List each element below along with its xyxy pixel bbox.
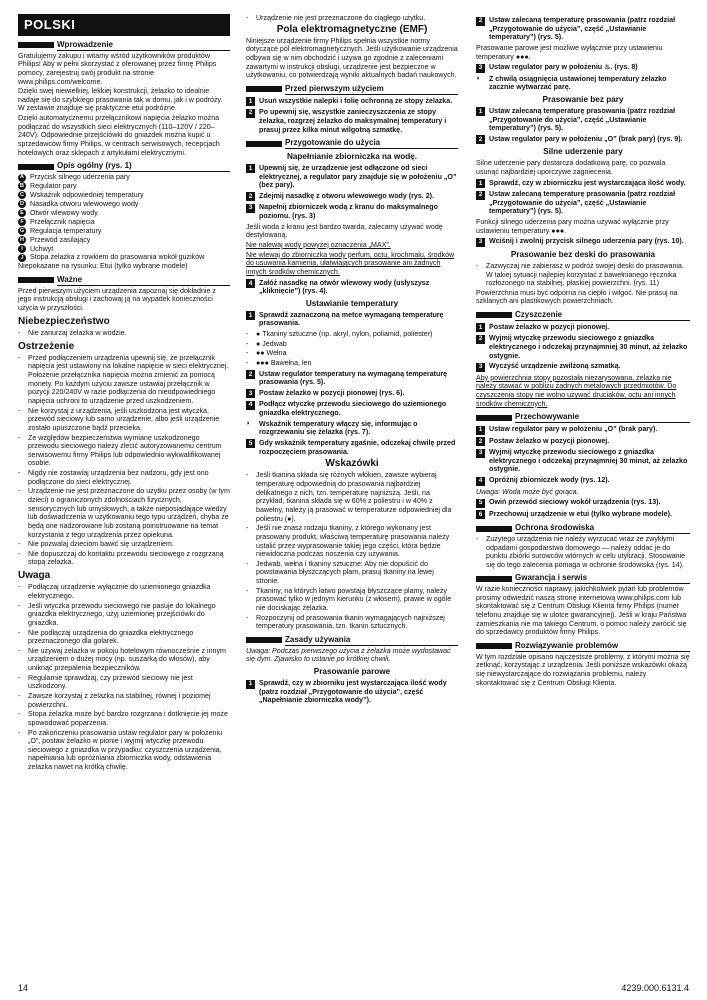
fill-step-4: 4 Załóż nasadkę na otwór wlewowy wody (usłyszysz „kliknięcie”) (rys. 4). bbox=[246, 279, 458, 296]
step-item bbox=[246, 97, 458, 107]
step-text: Wyjmij wtyczkę przewodu sieciowego z gniazdka elektrycznego i odczekaj przynajmniej 30 minut, aż żelazko ostygnie. bbox=[489, 334, 688, 360]
list-item-text: Przed podłączeniem urządzenia upewnij się, że przełącznik napięcia jest ustawiony na lokalne napięcie w sieci elektrycznej. Położenie przełącznika napięcia można zmienić za pomocą monety. Po każdym użyciu zawsze ustawiaj przełącznik w pozycji 220/240V w razie podłączenia do nieodpowiedniego napięcia uchroni to urządzenie przed uszkodzeniem. bbox=[28, 353, 229, 405]
list-item: - ●● Wełna bbox=[246, 349, 287, 358]
step-text: Ustaw regulator pary w położeniu „O” (brak pary). bbox=[489, 425, 658, 434]
list-item-text: Rozpoczynij od prasowania tkanin wymagających najniższej temperatury prasowania, tzn. tkanin sztucznych. bbox=[256, 613, 445, 631]
list-item: - Jeśli nie znasz rodzaju tkaniny, z którego wykonany jest prasowany produkt, właściwą temperaturę prasowania należy ustalić przez wyprasowanie takiej jego części, która będzie niewidoczna podczas noszenia czy używania. bbox=[246, 524, 458, 559]
list-item: - Ze względów bezpieczeństwa wymianę uszkodzonego przewodu sieciowego należy zlecić autoryzowanemu centrum serwisowemu firmy Philips lub odpowiednio wykwalifikowanej osobie. bbox=[18, 434, 230, 469]
list-item-text: Jedwab, wełna i tkaniny sztuczne: Aby nie dopuścić do powstawania błyszczących plam, prasuj tkaniny na lewej stronie. bbox=[256, 559, 434, 586]
step-number: 1 bbox=[246, 97, 255, 106]
list-item-text: ● Jedwab bbox=[256, 339, 287, 348]
temp-step-1: 1 Sprawdź zaznaczoną na metce wymaganą temperaturę prasowania. bbox=[246, 311, 458, 328]
step-item bbox=[246, 203, 458, 220]
steam-step-3: 3 Ustaw regulator pary w położeniu ♨. (rys. 8) bbox=[476, 63, 690, 73]
step-item bbox=[476, 107, 690, 133]
step-text: Zdejmij nasadkę z otworu wlewowego wody (rys. 2). bbox=[259, 191, 435, 200]
step-item bbox=[476, 362, 690, 372]
overview-text: Nasadka otworu wlewowego wody bbox=[30, 199, 139, 208]
column-2 bbox=[246, 14, 458, 976]
list-item-text: ●● Wełna bbox=[256, 349, 287, 358]
list-item: - Przed podłączeniem urządzenia upewnij się, że przełącznik napięcia jest ustawiony na lokalne napięcie w sieci elektrycznej. Położenie przełącznika napięcia można zmienić za pomocą monety. Po każdym użyciu zawsze ustawiaj przełącznik w pozycji 220/240V w razie podłączenia do nieodpowiedniego napięcia uchroni to urządzenie przed uszkodzeniem. bbox=[18, 353, 229, 405]
fill-heading: Napełnianie zbiorniczka na wodę. bbox=[286, 151, 418, 161]
steam-heading: Prasowanie parowe bbox=[313, 667, 391, 676]
step-number: 3 bbox=[476, 363, 485, 372]
emf-heading: Pola elektromagnetyczne (EMF) bbox=[276, 23, 428, 35]
list-item: - Jedwab, wełna i tkaniny sztuczne: Aby nie dopuścić do powstawania błyszczących plam, prasuj tkaniny na lewej stronie. bbox=[246, 560, 458, 586]
doc-code: 4239.000.6131.4 bbox=[621, 983, 689, 993]
step-item bbox=[476, 179, 690, 189]
section-prep: Przygotowanie do użycia bbox=[246, 138, 458, 149]
step-text: Postaw żelazko w pozycji pionowej. bbox=[489, 322, 610, 331]
list-item-text: Nie dopuszczaj do kontaktu przewodu sieciowego z rozgrzaną stopą żelazka. bbox=[28, 549, 224, 567]
guarantee-paragraph: W razie konieczności naprawy, jakichkolwiek pytań lub problemów prosimy odwiedzić naszą stronę internetową www.philips.com lub skontaktować się z Centrum Obsługi Klienta firmy Philips (numer telefonu znajduje się w ulotce gwarancyjnej). Jeśli w kraju Państwa zamieszkania nie ma takiego Centrum, o pomoc należy zwrócić się do sprzedawcy produktów firmy Philips. bbox=[476, 585, 687, 637]
column-3 bbox=[476, 14, 690, 976]
overview-item bbox=[18, 182, 230, 191]
list-item-text: Nie podłączaj urządzenia do gniazdka elektrycznego przeznaczonego dla golarek. bbox=[28, 628, 194, 646]
section-overview: Opis ogólny (rys. 1) bbox=[18, 161, 230, 172]
step-text: Upewnij się, że urządzenie jest odłączone od sieci elektrycznej, a regulator pary znajduje się w położeniu „O” (bez pary). bbox=[259, 163, 457, 190]
step-item bbox=[476, 323, 690, 333]
overview-letter: A bbox=[18, 174, 26, 182]
step-number: 2 bbox=[476, 191, 485, 200]
step-item bbox=[246, 389, 458, 399]
overview-letter: G bbox=[19, 227, 25, 234]
list-item: - Urządzenie nie jest przeznaczone do ciągłego użytku. bbox=[246, 14, 426, 22]
overview-item bbox=[18, 253, 230, 262]
temp-step-5: 5 Gdy wskaźnik temperatury zgaśnie, odczekaj chwilę przed rozpoczęciem prasowania. bbox=[246, 439, 458, 456]
step-text: Owiń przewód sieciowy wokół urządzenia (rys. 13). bbox=[489, 498, 661, 507]
emf-paragraph: Niniejsze urządzenie firmy Philips spełnia wszystkie normy dotyczące pól elektromagnetycznych. Jeśli użytkowanie urządzenia odbywa się w nim obchodzić i używa go zgodnie z zaleceniami zawartymi w instrukcji obsługi, urządzenie jest bezpieczne w użytkowaniu, co potwierdzają wyniki aktualnych badań naukowych. bbox=[246, 36, 458, 80]
step-number: 2 bbox=[246, 370, 255, 379]
step-item bbox=[246, 400, 458, 417]
step-number: 2 bbox=[476, 437, 485, 446]
section-intro: Wprowadzenie bbox=[18, 40, 230, 51]
shot-note: Funkcji silnego uderzenia pary można używać wyłącznie przy ustawieniu temperatury ●●●. bbox=[476, 218, 669, 235]
list-item-text: Ze względów bezpieczeństwa wymianę uszkodzonego przewodu sieciowego należy zlecić autoryzowanemu centrum serwisowemu firmy Philips lub odpowiednio wykwalifikowanej osobie. bbox=[28, 433, 222, 468]
list-item-text: Po zakończeniu prasowania ustaw regulator pary w położeniu „O”, postaw żelazko w pionie i wyjmij wtyczkę przewodu sieciowego z gniazdka w przypadku: czyszczenia urządzenia, napełniania lub opróżniania zbiorniczka wody, odstawienia żelazka nawet na krótką chwilę. bbox=[28, 728, 223, 772]
section-guarantee: Gwarancja i serwis bbox=[476, 573, 690, 584]
step-text: Wyjmij wtyczkę przewodu sieciowego z gniazdka elektrycznego i odczekaj przynajmniej 30 minut, aż żelazko ostygnie. bbox=[489, 448, 688, 474]
list-item-text: Stopa żelazka może być bardzo rozgrzana i dotknięcie jej może spowodować poparzenia. bbox=[28, 710, 228, 727]
overview-letter: D bbox=[18, 200, 26, 208]
list-item-text: Nie zanurzaj żelazka w wodzie. bbox=[28, 328, 127, 337]
overview-item bbox=[18, 227, 230, 236]
list-item-text: Regularnie sprawdzaj, czy przewód sieciowy nie jest uszkodzony. bbox=[28, 673, 193, 691]
overview-text: Regulator pary bbox=[30, 181, 77, 190]
list-item-text: ● Tkaniny sztuczne (np. akryl, nylon, poliamid, poliester) bbox=[256, 330, 433, 339]
fill-note-max: Nie nalewaj wody powyżej oznaczenia „MAX”. bbox=[246, 240, 391, 249]
storage-steps bbox=[476, 425, 690, 485]
section-before-first-use: Przed pierwszym użyciem bbox=[246, 84, 458, 95]
step-text: Wyczyść urządzenie zwilżoną szmatką. bbox=[489, 362, 621, 371]
list-item: - Zużytego urządzenia nie należy wyrzucać wraz ze zwykłymi odpadami gospodarstwa domowego — należy oddać je do punktu zbiórki surowców wtórnych w celu utylizacji. Stosowanie się do tego zalecenia pomaga w ochronie środowiska (rys. 14). bbox=[476, 534, 686, 569]
overview-text: Przycisk silnego uderzenia pary bbox=[30, 173, 130, 182]
overview-item bbox=[18, 218, 230, 227]
list-item-text: Urządzenie nie jest przeznaczone do użytku przez osoby (w tym dzieci) o ograniczonych zdolnościach fizycznych, sensorycznych lub umysłowych, a także nieposiadające wiedzy lub doświadczenia w użytkowaniu tego typu urządzeń, chyba że będą one nadzorowane lub zostaną poinstruowane na temat korzystania z tego urządzenia przez opiekuna. bbox=[28, 487, 230, 539]
overview-letter: J bbox=[18, 254, 26, 262]
before-steps bbox=[246, 97, 458, 134]
warning-heading: Ostrzeżenie bbox=[18, 340, 75, 352]
overview-letter: F bbox=[18, 218, 26, 226]
step-text: Po upewnij się, wszystkie zanieczyszczenia ze stopy żelazka, rozgrzej żelazko do maksymalnej temperatury i prasuj przez kilka minut wilgotną szmatkę. bbox=[259, 108, 447, 134]
list-item: - Regularnie sprawdzaj, czy przewód sieciowy nie jest uszkodzony. bbox=[18, 674, 230, 691]
temp-list bbox=[246, 330, 458, 368]
overview-text: Przewód zasilający bbox=[30, 235, 91, 244]
overview-item bbox=[18, 236, 230, 245]
list-item: - Urządzenie nie jest przeznaczone do użytku przez osoby (w tym dzieci) o ograniczonych zdolnościach fizycznych, sensorycznych lub umysłowych, a także nieposiadające wiedzy lub doświadczenia w użytkowaniu tego typu urządzeń, chyba że będą one nadzorowane lub zostaną poinstruowane na temat korzystania z tego urządzenia przez opiekuna. bbox=[18, 487, 230, 539]
step-number: 2 bbox=[476, 135, 485, 144]
overview-letter: B bbox=[18, 182, 26, 190]
step-number: 1 bbox=[476, 179, 485, 188]
troubleshooting-paragraph: W tym rozdziale opisano najczęstsze problemy, z którymi można się zetknąć, korzystając z urządzenia. Jeśli poniższe wskazówki okażą się niewystarczające do rozwiązania problemu, należy skontaktować się z Centrum Obsługi Klienta. bbox=[476, 652, 690, 687]
overview-text: Uchwyt bbox=[30, 244, 54, 253]
overview-letter: H bbox=[18, 236, 26, 244]
danger-list bbox=[18, 329, 230, 338]
board-note: Powierzchnia musi być odporna na ciepło i wilgoć. Nie prasuj na szklanych ani plastikowych powierzchniach. bbox=[476, 288, 678, 306]
step-item bbox=[246, 370, 458, 387]
list-item: - Nie pozwalaj dzieciom bawić się urządzeniem. bbox=[18, 540, 174, 549]
shot-paragraph: Silne uderzenie pary dostarcza dodatkową parę, co pozwala usunąć najbardziej uporczywe zagniecenia. bbox=[476, 159, 666, 177]
list-item: - Nigdy nie zostawiaj urządzenia bez nadzoru, gdy jest ono podłączone do sieci elektrycznej. bbox=[18, 469, 230, 486]
step-number: 1 bbox=[476, 107, 485, 116]
storage-steps-2 bbox=[476, 498, 690, 519]
section-important: Ważne bbox=[18, 275, 230, 286]
step-number: 1 bbox=[476, 323, 485, 332]
danger-heading: Niebezpieczeństwo bbox=[18, 315, 110, 327]
use-note: Uwaga: Podczas pierwszego użycia z żelazka może wydostawać się dym. Zjawisko to ustanie po krótkiej chwili. bbox=[246, 646, 451, 664]
step-number: 5 bbox=[476, 499, 485, 508]
overview-note: Niepokazane na rysunku: Etui (tylko wybrane modele) bbox=[18, 262, 188, 271]
intro-paragraph: Gratulujemy zakupu i witamy wśród użytkowników produktów Philips! Aby w pełni skorzystać z oferowanej przez firmę Philips pomocy, zarejestruj swój produkt na stronie www.philips.com/welcome. bbox=[18, 51, 217, 86]
list-item: - Podłączaj urządzenie wyłącznie do uziemionego gniazdka elektrycznego. bbox=[18, 583, 230, 600]
shot-steps bbox=[476, 179, 690, 216]
step-text: Sprawdź, czy w zbiorniczku jest wystarczająca ilość wody. bbox=[489, 178, 686, 187]
overview-text: Regulacja temperatury bbox=[30, 226, 102, 235]
step-number: 2 bbox=[246, 109, 255, 118]
list-item-text: Jeśli wtyczka przewodu sieciowego nie pasuje do lokalnego gniazdka elektrycznego, użyj uziemionej przejściówki do gniazdka. bbox=[28, 601, 216, 627]
step-item bbox=[246, 164, 458, 190]
list-item: - Jeśli tkanina składa się różnych włókien, zawsze wybieraj temperaturę odpowiednią do prasowania najbardziej delikatnego z nich, tzn. temperaturę najniższą. Jeśli, na przykład, tkanina składa się w 60% z poliestru i w 40% z bawełny, należy ją prasować w temperaturze odpowiedniej dla poliestru (●). bbox=[246, 471, 458, 523]
step-item bbox=[476, 425, 690, 435]
step-number: 2 bbox=[246, 192, 255, 201]
section-storage: Przechowywanie bbox=[476, 412, 690, 423]
list-item-text: Podłączaj urządzenie wyłącznie do uziemionego gniazdka elektrycznego. bbox=[28, 583, 211, 600]
column-1 bbox=[18, 14, 230, 976]
list-item-text: Nie używaj żelazka w pokoju hotelowym równocześnie z innym urządzeniem o dużej mocy (np. suszarką do włosów), aby uniknąć przepalenia bezpieczników. bbox=[28, 646, 226, 673]
list-item-text: Jeśli tkanina składa się różnych włókien, zawsze wybieraj temperaturę odpowiednią do prasowania najbardziej delikatnego z nich, tzn. temperaturę najniższą. Jeśli, na przykład, tkanina składa się w 60% z poliestru i w 40% z bawełny, należy ją prasować w temperaturze odpowiedniej dla poliestru (●). bbox=[256, 471, 452, 523]
list-item-text: Nie korzystaj z urządzenia, jeśli uszkodzona jest wtyczka, przewód sieciowy lub samo urządzenie, albo jeśli urządzenie zostało upuszczone bądź przecieka. bbox=[28, 406, 220, 432]
fill-steps bbox=[246, 164, 458, 221]
list-item-text: Nigdy nie zostawiaj urządzenia bez nadzoru, gdy jest ono podłączone do sieci elektrycznej. bbox=[28, 469, 209, 486]
temp-heading: Ustawianie temperatury bbox=[305, 298, 399, 308]
step-text: Ustaw regulator pary w położeniu „O” (brak pary) (rys. 9). bbox=[489, 134, 683, 143]
step-text: Ustaw regulator temperatury na wymaganą temperaturę prasowania (rys. 5). bbox=[259, 369, 448, 387]
overview-item bbox=[18, 191, 230, 200]
step-item bbox=[476, 448, 690, 474]
overview-list bbox=[18, 173, 230, 262]
list-item: - Stopa żelazka może być bardzo rozgrzana i dotknięcie jej może spowodować poparzenia. bbox=[18, 710, 230, 727]
list-item: - Nie używaj żelazka w pokoju hotelowym równocześnie z innym urządzeniem o dużej mocy (np. suszarką do włosów), aby uniknąć przepalenia bezpieczników. bbox=[18, 647, 230, 673]
list-item: - Zazwyczaj nie zabierasz w podróż swojej deski do prasowania. W takiej sytuacji najlepiej korzystać z bawełnianego ręcznika rozłożonego na stabilnej, płaskiej powierzchni. (rys. 11) bbox=[476, 261, 684, 288]
list-item: - Zawsze korzystaj z żelazka na stabilnej, równej i poziomej powierzchni. bbox=[18, 692, 230, 709]
tips-list bbox=[246, 471, 458, 631]
overview-item bbox=[18, 209, 230, 218]
overview-text: Przełącznik napięcia bbox=[30, 217, 95, 226]
step-item bbox=[476, 190, 690, 216]
step-text: Ustaw zalecaną temperaturę prasowania (patrz rozdział „Przygotowanie do użycia”, część „Ustawianie temperatury”) (rys. 5). bbox=[489, 190, 676, 216]
step-number: 3 bbox=[246, 204, 255, 213]
step-text: Podłącz wtyczkę przewodu sieciowego do uziemionego gniazdka elektrycznego. bbox=[259, 400, 447, 418]
step-item bbox=[476, 437, 690, 447]
steam-step-1: 1 Sprawdź, czy w zbiorniku jest wystarczająca ilość wody (patrz rozdział „Przygotowanie do użycia”, część „Napełnianie zbiorniczka wody”). bbox=[246, 679, 458, 705]
step-number: 1 bbox=[476, 426, 485, 435]
clean-warning: Aby powierzchnia stopy pozostała niezarysowana, żelazka nie należy stawiać w pobliżu żadnych metalowych przedmiotów. Do czyszczenia stopy nie wolno używać druciaków, octu ani innych środków chemicznych. bbox=[476, 373, 677, 408]
section-troubleshooting: Rozwiązywanie problemów bbox=[476, 641, 690, 652]
list-item: - Nie korzystaj z urządzenia, jeśli uszkodzona jest wtyczka, przewód sieciowy lub samo urządzenie, albo jeśli urządzenie zostało upuszczone bądź przecieka. bbox=[18, 407, 230, 433]
list-item: - Nie zanurzaj żelazka w wodzie. bbox=[18, 328, 127, 337]
step-item bbox=[476, 498, 690, 508]
fill-note: Jeśli woda z kranu jest bardzo twarda, zalecamy używać wodę destylowaną. bbox=[246, 222, 443, 240]
step-number: 2 bbox=[476, 335, 485, 344]
intro-paragraph: Dzięki automatycznemu przełącznikowi napięcia żelazko można podłączać do wszystkich sieci elektrycznych (110–120V / 220–240V). Odpowiednie przejściówki do gniazdek można kupić u sprzedawców firmy Philips, w centrach serwisowych, recepcjach hotelowych oraz sklepach z artykułami elektrycznymi. bbox=[18, 114, 220, 157]
clean-steps bbox=[476, 323, 690, 372]
steam-note: Prasowanie parowe jest możliwe wyłącznie przy ustawieniu temperatury ●●●. bbox=[476, 43, 663, 61]
step-text: Przechowuj urządzenie w etui (tylko wybrane modele). bbox=[489, 509, 672, 518]
list-item-text: Zawsze korzystaj z żelazka na stabilnej, równej i poziomej powierzchni. bbox=[28, 692, 211, 709]
step-number: 6 bbox=[476, 510, 485, 519]
list-item: - Nie dopuszczaj do kontaktu przewodu sieciowego z rozgrzaną stopą żelazka. bbox=[18, 550, 230, 567]
steam-step-2: 2 Ustaw zalecaną temperaturę prasowania (patrz rozdział „Przygotowanie do użycia”, część „Ustawianie temperatury”) (rys. 5). bbox=[476, 16, 690, 42]
step-item bbox=[246, 108, 458, 134]
step-item bbox=[476, 476, 690, 486]
temp-arrow: ◗ Wskaźnik temperatury włączy się, informując o rozgrzewaniu się żelazka (rys. 7). bbox=[246, 419, 418, 437]
step-number: 4 bbox=[246, 401, 255, 410]
list-item: - Tkaniny, na których łatwo powstają błyszczące plamy, należy prasować tylko w jednym kierunku (z włosem), prawie w ogóle nie dociskając żelazka. bbox=[246, 587, 458, 613]
dry-steps bbox=[476, 107, 690, 144]
list-item-text: Nie pozwalaj dzieciom bawić się urządzeniem. bbox=[28, 540, 174, 549]
list-item-text: Tkaniny, na których łatwo powstają błyszczące plamy, należy prasować tylko w jednym kierunku (z włosem), prawie w ogóle nie dociskając żelazka. bbox=[256, 586, 452, 613]
step-text: Opróżnij zbiorniczek wody (rys. 12). bbox=[489, 476, 610, 484]
language-header: POLSKI bbox=[18, 14, 230, 36]
dry-heading: Prasowanie bez pary bbox=[542, 94, 624, 104]
list-item: - ●●● Bawełna, len bbox=[246, 358, 312, 367]
step-text: Usuń wszystkie nalepki i folię ochronną ze stopy żelazka. bbox=[259, 96, 453, 105]
step-item bbox=[246, 192, 458, 202]
temp-steps bbox=[246, 370, 458, 418]
overview-text: Wskaźnik odpowiedniej temperatury bbox=[30, 190, 144, 199]
step-number: 4 bbox=[476, 477, 485, 486]
overview-text: Otwór wlewowy wody bbox=[30, 208, 98, 217]
step-item bbox=[476, 334, 690, 360]
intro-paragraph: Dzięki swej niewielkiej, lekkiej konstrukcji, żelazko to idealnie nadaje się do szybkiego prasowania tak w domu, jak i w podróży. W zestawie znajduje się praktyczne etui podróżne. bbox=[18, 87, 223, 113]
list-item: - Rozpoczynij od prasowania tkanin wymagających najniższej temperatury prasowania, tzn. tkanin sztucznych. bbox=[246, 614, 458, 631]
warning-list bbox=[18, 354, 230, 567]
caution-heading: Uwaga bbox=[18, 570, 51, 582]
list-item-text: ●●● Bawełna, len bbox=[256, 358, 312, 367]
overview-letter: E bbox=[18, 209, 26, 217]
section-cleaning: Czyszczenie bbox=[476, 310, 690, 321]
step-text: Postaw żelazko w pozycji pionowej (rys. 6). bbox=[259, 388, 405, 397]
step-text: Napełnij zbiorniczek wodą z kranu do maksymalnego poziomu. (rys. 3) bbox=[259, 203, 438, 221]
step-text: Ustaw zalecaną temperaturę prasowania (patrz rozdział „Przygotowanie do użycia”, część „Ustawianie temperatury”) (rys. 5). bbox=[489, 106, 676, 133]
overview-item bbox=[18, 200, 230, 209]
page-number: 14 bbox=[18, 983, 29, 993]
overview-letter: I bbox=[18, 245, 26, 253]
steam-arrow: ◗ Z chwilą osiągnięcia ustawionej temperatury żelazko zacznie wytwarzać parę. bbox=[476, 74, 667, 92]
list-item: - Jeśli wtyczka przewodu sieciowego nie pasuje do lokalnego gniazdka elektrycznego, użyj uziemionej przejściówki do gniazdka. bbox=[18, 602, 230, 628]
step-item bbox=[476, 510, 690, 520]
fill-warning: Nie wlewaj do zbiorniczka wody perfum, octu, krochmalu, środków do usuwania kamienia, ułatwiających prasowanie ani żadnych innych środków chemicznych. bbox=[246, 250, 455, 276]
list-item: - ● Tkaniny sztuczne (np. akryl, nylon, poliamid, poliester) bbox=[246, 330, 433, 339]
shot-step-3: 3 Wciśnij i zwolnij przycisk silnego uderzenia pary (rys. 10). bbox=[476, 237, 690, 247]
overview-item bbox=[18, 245, 230, 254]
tips-heading: Wskazówki bbox=[325, 458, 379, 470]
section-environment: Ochrona środowiska bbox=[476, 523, 690, 534]
step-item bbox=[476, 135, 690, 145]
overview-item bbox=[18, 173, 230, 182]
caution-list bbox=[18, 583, 230, 771]
list-item: - ● Jedwab bbox=[246, 339, 287, 348]
list-item: - Nie podłączaj urządzenia do gniazdka elektrycznego przeznaczonego dla golarek. bbox=[18, 629, 230, 646]
step-number: 1 bbox=[246, 164, 255, 173]
manual-page bbox=[18, 14, 690, 976]
storage-note: Uwaga: Woda może być gorąca. bbox=[476, 487, 579, 496]
section-use: Zasady używania bbox=[246, 635, 458, 646]
step-text: Postaw żelazko w pozycji pionowej. bbox=[489, 436, 610, 445]
overview-text: Stopa żelazka z rowkiem do prasowania wokół guzików bbox=[30, 253, 205, 262]
step-number: 3 bbox=[476, 449, 485, 458]
step-number: 3 bbox=[246, 389, 255, 398]
shot-heading: Silne uderzenie pary bbox=[543, 147, 623, 157]
board-heading: Prasowanie bez deski do prasowania bbox=[510, 249, 656, 259]
list-item: - Po zakończeniu prasowania ustaw regulator pary w położeniu „O”, postaw żelazko w pionie i wyjmij wtyczkę przewodu sieciowego z gniazdka w przypadku: czyszczenia urządzenia, napełniania lub opróżniania zbiorniczka wody, odstawienia żelazka nawet na krótką chwilę. bbox=[18, 729, 230, 772]
important-paragraph: Przed pierwszym użyciem urządzenia zapoznaj się dokładnie z jego instrukcją obsługi i zachowaj ją na wypadek konieczności użycia w przyszłości. bbox=[18, 286, 216, 313]
overview-letter: C bbox=[18, 191, 26, 199]
list-item-text: Jeśli nie znasz rodzaju tkaniny, z którego wykonany jest prasowany produkt, właściwą temperaturę prasowania należy ustalić przez wyprasowanie takiej jego części, która będzie niewidoczna podczas noszenia czy używania. bbox=[256, 524, 450, 559]
